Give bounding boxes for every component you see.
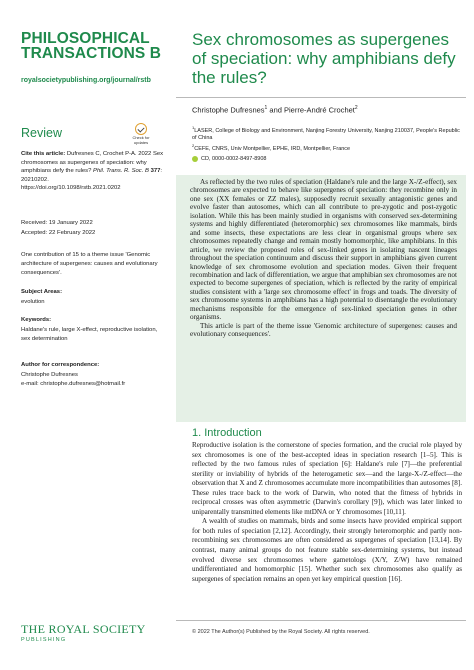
citation-text: Dufresnes C, Crochet P-A. 2022 Sex chromosomes as supergenes of speciation: why amphibians defy the rules? [21, 151, 164, 175]
citation-label: Cite this article: [21, 151, 66, 157]
received-date: Received: 19 January 2022 [21, 220, 93, 226]
article-title: Sex chromosomes as supergenes of speciation: why amphibians defy the rules? [192, 30, 456, 87]
copyright-notice: © 2022 The Author(s) Published by the Royal Society. All rights reserved. [192, 629, 370, 635]
affiliations [192, 124, 462, 154]
correspondence-heading: Author for correspondence: [21, 362, 100, 368]
accepted-date: Accepted: 22 February 2022 [21, 230, 96, 236]
article-type: Review [21, 126, 62, 140]
affiliation-mark: 1 [192, 125, 195, 130]
footer-divider [176, 620, 466, 621]
introduction-body [192, 441, 462, 584]
publisher-name: THE ROYAL SOCIETY [21, 622, 146, 636]
subject-areas-heading: Subject Areas: [21, 289, 63, 295]
crossmark-line2: updates [133, 139, 149, 145]
citation-pages: : 20210202. [21, 168, 163, 183]
journal-title [21, 31, 171, 61]
abstract-paragraph: As reflected by the two rules of speciation (Haldane's rule and the large X-/Z-effect), sex chromosomes are expected to behave like supergenes of speciation: they recombine only in one sex (XX females or ZZ males), supposedly recruit sexually antagonistic genes and evolve faster than autosomes, which can all contribute to pre-zygotic and post-zygotic isolation. While this has been mainly studied in organisms with conserved sex-determining systems and highly differentiated (heteromorphic) sex chromosomes like mammals, birds and some insects, these expectations are less clear in organismal groups where sex chromosomes repeatedly change and remain mostly homomorphic, like amphibians. In this article, we review the proposed roles of sex-linked genes in isolating nascent lineages throughout the speciation continuum and discuss their support in amphibians given current knowledge of sex chromosome evolution and speciation modes. Given their frequent recombination and lack of differentiation, we argue that amphibian sex chromosomes are not expected to become supergenes of speciation, which is reflected by the rarity of empirical studies consistent with a 'large sex chromosome effect' in frogs and toads. The diversity of sex chromosome systems in amphibians has a high potential to disentangle the evolutionary mechanisms responsible for the emergence of sex-linked speciation genes in other organisms. [190, 178, 457, 322]
orcid-line[interactable] [192, 156, 266, 162]
subject-areas-text: evolution [21, 299, 45, 305]
crossmark-badge[interactable] [128, 123, 154, 145]
theme-issue-note: One contribution of 15 to a theme issue 'Genomic architecture of supergenes: causes and evolutionary consequences'. [21, 252, 158, 276]
author-affiliation-mark: 1 [264, 105, 268, 111]
section-heading-introduction: 1. Introduction [192, 427, 262, 439]
orcid-id: CD, 0000-0002-8497-8908 [201, 156, 267, 162]
publisher-logo [21, 623, 151, 643]
keywords-text: Haldane's rule, large X-effect, reproductive isolation, sex determination [21, 327, 158, 342]
article-dates [21, 218, 95, 238]
author-name: Pierre-André Crochet [284, 105, 355, 115]
citation-block [21, 150, 166, 193]
crossmark-label [128, 136, 154, 145]
citation-volume: 377 [150, 168, 161, 175]
abstract-theme-note: This article is part of the theme issue 'Genomic architecture of supergenes: causes and evolutionary consequences'. [190, 321, 457, 339]
affiliation-item [192, 124, 462, 142]
keywords-heading: Keywords: [21, 317, 52, 323]
author-affiliation-mark: 2 [354, 105, 358, 111]
citation-doi-link[interactable]: https://doi.org/10.1098/rstb.2021.0202 [21, 185, 121, 192]
affiliation-item [192, 142, 462, 153]
correspondence-name: Christophe Dufresnes [21, 372, 78, 378]
affiliation-mark: 2 [192, 143, 195, 149]
publisher-sub: PUBLISHING [21, 637, 67, 643]
affiliation-text: LASER, College of Biology and Environment, Nanjing Forestry University, Nanjing 210037, People's Republic of China [192, 127, 460, 142]
author-name: Christophe Dufresnes [192, 105, 265, 115]
journal-title-line2: TRANSACTIONS B [21, 45, 162, 62]
abstract-box [176, 175, 466, 422]
check-for-updates-icon [135, 123, 147, 135]
author-list [192, 105, 358, 115]
journal-title-line1: PHILOSOPHICAL [21, 30, 150, 47]
body-paragraph: A wealth of studies on mammals, birds and some insects have provided empirical support for both rules of speciation [2,12]. Accordingly, their strongly heteromorphic and partly non-recombining sex chromosomes are often considered as supergenes of speciation [13,14]. By contrast, many animal groups do not feature stable sex-determining systems, but instead evolved diverse sex chromosomes where gametologs (X/Y, Z/W) have remained undifferentiated and homomorphic [15]. Whether such sex chromosomes also qualify as supergenes of speciation remains an open yet key empirical question [16]. [192, 517, 462, 583]
author-separator: and [267, 105, 285, 115]
crossmark-line1: Check for [132, 135, 150, 140]
orcid-icon [192, 156, 198, 162]
journal-url-link[interactable]: royalsocietypublishing.org/journal/rstb [21, 77, 151, 84]
affiliation-text: CEFE, CNRS, Univ Montpellier, EPHE, IRD, Montpellier, France [194, 146, 351, 153]
body-paragraph: Reproductive isolation is the cornerstone of species formation, and the crucial role played by sex chromosomes is one of the best-accepted ideas in speciation research [1–5]. This is reflected by the two famous rules of speciation [6]: Haldane's rule [7]—the preferential sterility or inviability of hybrids of the heterogametic sex—and the large-X-/Z-effect—the observation that X and Z chromosomes accumulate more incompatibilities than autosomes [8]. These rules trace back to the work of Darwin, who noted that the fitness of hybrids in reciprocal crosses was often asymmetric (Darwin's corollary [9]), which was later linked to uniparentally transmitted elements like mtDNA or Y chromosomes [10,11]. [192, 441, 462, 516]
correspondence-email-link[interactable]: e-mail: christophe.dufresnes@hotmail.fr [21, 381, 126, 387]
citation-journal: Phil. Trans. R. Soc. B [93, 168, 149, 175]
header-divider [176, 97, 466, 98]
